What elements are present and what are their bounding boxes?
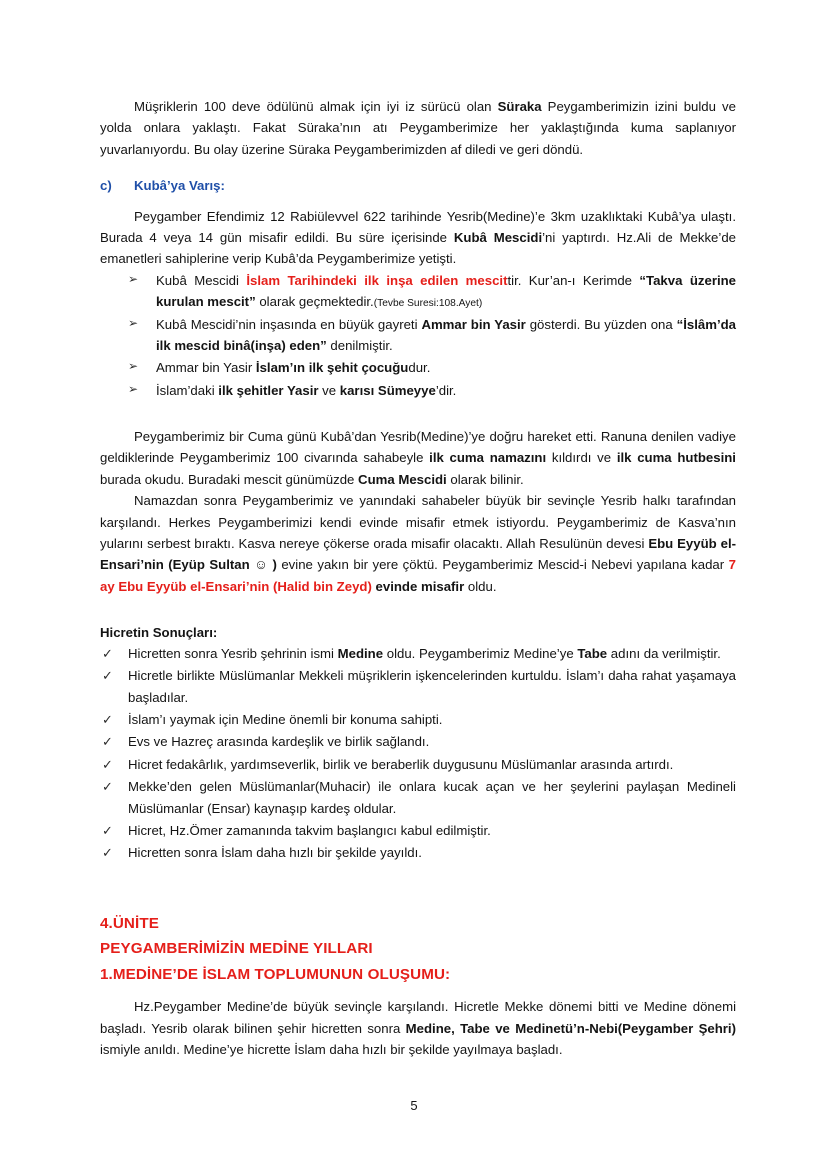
checkmark-icon: ✓ xyxy=(102,822,113,838)
li-text-3: adını da verilmiştir. xyxy=(607,645,721,661)
list-item-text: Hicret fedakârlık, yardımseverlik, birlik ve beraberlik duygusunu Müslümanlar arasında artırdı. xyxy=(128,756,674,772)
checkmark-icon: ✓ xyxy=(102,712,113,727)
list-item xyxy=(100,842,736,863)
paragraph-suraka xyxy=(100,96,736,160)
li-text-2: tir. Kur’an-ı Kerimde xyxy=(507,272,640,288)
list-item xyxy=(100,314,736,357)
smiley-face-icon: ☺ xyxy=(254,557,268,573)
li-text-2: gösterdi. Bu yüzden ona xyxy=(525,316,677,332)
li-text-1: Hicretten sonra Yesrib şehrinin ismi xyxy=(128,645,338,661)
check-bullet-list xyxy=(100,643,736,864)
li-bold-quote: “Takva üzerine kurulan mescit” xyxy=(156,272,737,309)
list-item-text: Hicretle birlikte Müslümanlar Mekkeli müşriklerin işkencelerinden kurtuldu. İslam’ı daha rahat yaşamaya başladılar. xyxy=(128,668,736,705)
list-item xyxy=(100,380,736,401)
li-text-3: ’dir. xyxy=(435,382,457,398)
list-item xyxy=(100,776,736,819)
li-bold-phrase-2: karısı Sümeyye xyxy=(339,382,436,398)
li-text-1: Ammar bin Yasir xyxy=(156,360,256,376)
paragraph-suraka-text-1: Müşriklerin 100 deve ödülünü almak için iyi iz sürücü olan xyxy=(134,99,498,114)
spacer xyxy=(100,160,736,175)
spacer xyxy=(100,598,736,622)
paragraph-namaz-text-3: oldu. xyxy=(464,579,497,595)
heading-section-title: 1.MEDİNE’DE İSLAM TOPLUMUNUN OLUŞUMU: xyxy=(100,965,451,983)
paragraph-medine-society xyxy=(100,996,736,1060)
paragraph-namaz xyxy=(100,490,736,597)
paragraph-medine-text-2: ismiyle anıldı. Medine’ye hicrette İslam daha hızlı bir şekilde yayılmaya başladı. xyxy=(100,1041,563,1057)
list-item xyxy=(100,820,736,841)
paragraph-cuma-bold-2: ilk cuma hutbesini xyxy=(616,450,736,466)
heading-unit-title: PEYGAMBERİMİZİN MEDİNE YILLARI xyxy=(100,940,373,958)
paragraph-namaz-bold-text: Ebu Eyyüb el-Ensari’nin (Eyüp Sultan xyxy=(100,535,737,573)
paragraph-namaz-bold-close: ) xyxy=(267,557,277,573)
document-body xyxy=(100,96,736,1060)
paragraph-cuma-text-1: Peygamberimiz bir Cuma günü Kubâ’dan Yesrib(Medine)’ye doğru hareket etti. Ranuna denilen vadiye geldiklerinde Peygamberimiz 100 civarında sahabeyle xyxy=(100,429,736,466)
paragraph-cuma-text-3: burada okudu. Buradaki mescit günümüzde xyxy=(100,471,359,487)
paragraph-kuba-text-1: Peygamber Efendimiz 12 Rabiülevvel 622 tarihinde Yesrib(Medine)’e 3km uzaklıktaki Kubâ’ya ulaştı. Burada 4 veya 14 gün misafir edildi. Bu süre içerisinde xyxy=(100,208,736,245)
paragraph-suraka-text-2: Peygamberimizin izini buldu ve yolda onlara yaklaştı. Fakat Süraka’nın atı Peygamberimize her yaklaştığında kuma saplanıyor yuvarlanıyordu. Bu olay üzerine Süraka Peygamberimizden af diledi ve geri döndü. xyxy=(100,99,736,157)
paragraph-suraka-bold-suraka: Süraka xyxy=(497,99,542,114)
checkmark-icon: ✓ xyxy=(102,845,113,861)
paragraph-cuma-text-2: kıldırdı ve xyxy=(546,450,617,466)
list-item-text xyxy=(156,270,736,313)
paragraph-cuma-text-4: olarak bilinir. xyxy=(446,471,524,487)
heading-kuba-arrival xyxy=(100,175,736,196)
list-item-text xyxy=(156,357,736,378)
list-item xyxy=(100,643,736,664)
list-item xyxy=(100,665,736,708)
paragraph-namaz-red-highlight: 7 ay Ebu Eyyüb el-Ensari’nin (Halid bin Zeyd) xyxy=(100,557,736,595)
li-text-3: olarak geçmektedir. xyxy=(255,294,374,309)
list-item xyxy=(100,270,736,313)
paragraph-cuma-bold-1: ilk cuma namazını xyxy=(429,450,547,466)
li-text-2: oldu. Peygamberimiz Medine’ye xyxy=(383,645,578,661)
checkmark-icon: ✓ xyxy=(102,668,113,684)
paragraph-namaz-bold-2: evinde misafir xyxy=(371,579,465,595)
paragraph-kuba-text-2: ’ni yaptırdı. Hz.Ali de Mekke’de emanetleri sahiplerine verip Kubâ’da Peygamberimize yetişti. xyxy=(100,229,736,267)
paragraph-namaz-text-1: Namazdan sonra Peygamberimiz ve yanındaki sahabeler büyük bir sevinçle Yesrib halkı tarafından karşılandı. Herkes Peygamberimizi kendi evinde misafir etmek istiyordu. Peygamberimiz de Kasva’nın yularını serbest bıraktı. Kasva nereye çökerse orada misafir olacaktı. Allah Resulünün devesi xyxy=(100,493,736,551)
paragraph-cuma xyxy=(100,426,736,490)
list-item xyxy=(100,709,736,730)
spacer xyxy=(100,987,736,996)
li-bold-phrase: İslam’ın ilk şehit çocuğu xyxy=(255,360,409,376)
li-text-1: Kubâ Mescidi’nin inşasında en büyük gayreti xyxy=(156,316,422,332)
li-citation: (Tevbe Suresi:108.Ayet) xyxy=(373,298,483,309)
arrow-bullet-icon: ➢ xyxy=(128,271,139,286)
spacer xyxy=(100,402,736,426)
spacer xyxy=(100,197,736,206)
paragraph-medine-text-1: Hz.Peygamber Medine’de büyük sevinçle karşılandı. Hicretle Mekke dönemi bitti ve Medine dönemi başladı. Yesrib olarak bilinen şehir hicretten sonra xyxy=(100,999,736,1036)
paragraph-kuba-bold-mescidi: Kubâ Mescidi xyxy=(453,229,543,245)
checkmark-icon: ✓ xyxy=(102,645,113,661)
li-bold-2: Tabe xyxy=(577,645,608,661)
checkmark-icon: ✓ xyxy=(102,734,113,750)
li-bold-quote: “İslâm’da ilk mescid binâ(inşa) eden” xyxy=(156,316,737,353)
paragraph-kuba-arrival xyxy=(100,206,736,270)
li-text-3: denilmiştir. xyxy=(326,337,393,353)
list-item-text: İslam’ı yaymak için Medine önemli bir konuma sahipti. xyxy=(128,712,443,727)
page-number: 5 xyxy=(410,1098,418,1113)
paragraph-cuma-bold-3: Cuma Mescidi xyxy=(358,471,447,487)
arrow-bullet-icon: ➢ xyxy=(128,359,139,374)
heading-unit-number: 4.ÜNİTE xyxy=(100,914,159,932)
heading-kuba-arrival-marker: c) xyxy=(100,178,112,194)
list-item xyxy=(100,731,736,752)
arrow-bullet-list xyxy=(100,270,736,401)
list-item xyxy=(100,754,736,775)
list-item-text: Evs ve Hazreç arasında kardeşlik ve birlik sağlandı. xyxy=(128,734,430,750)
spacer xyxy=(100,865,736,911)
checkmark-icon: ✓ xyxy=(102,779,113,795)
li-text-2: ve xyxy=(318,382,340,398)
li-text-2: dur. xyxy=(408,360,431,376)
li-bold-1: Medine xyxy=(337,645,384,661)
arrow-bullet-icon: ➢ xyxy=(128,381,139,396)
paragraph-medine-bold-1: Medine, Tabe ve Medinetü’n-Nebi(Peygamber Şehri) xyxy=(405,1020,736,1036)
li-red-highlight: İslam Tarihindeki ilk inşa edilen mescit xyxy=(246,272,508,288)
li-text-1: Kubâ Mescidi xyxy=(156,272,247,288)
list-item-text: Hicretten sonra İslam daha hızlı bir şekilde yayıldı. xyxy=(128,845,422,861)
li-bold-phrase-1: ilk şehitler Yasir xyxy=(218,382,319,398)
li-bold-name: Ammar bin Yasir xyxy=(421,316,526,332)
list-item-text xyxy=(156,380,736,401)
paragraph-namaz-text-2: evine yakın bir yere çöktü. Peygamberimiz Mescid-i Nebevi yapılana kadar xyxy=(276,557,729,573)
li-text-1: İslam’daki xyxy=(156,382,219,398)
arrow-bullet-icon: ➢ xyxy=(128,315,139,330)
checkmark-icon: ✓ xyxy=(102,756,113,772)
list-item-text xyxy=(156,314,736,357)
list-item xyxy=(100,357,736,378)
heading-hicretin-sonuclari: Hicretin Sonuçları: xyxy=(100,624,218,640)
list-item-text xyxy=(128,643,736,664)
heading-kuba-arrival-label: Kubâ’ya Varış: xyxy=(134,178,225,194)
list-item-text: Hicret, Hz.Ömer zamanında takvim başlangıcı kabul edilmiştir. xyxy=(128,822,491,838)
list-item-text: Mekke’den gelen Müslümanlar(Muhacir) ile onlara kucak açan ve her şeylerini paylaşan Medineli Müslümanlar (Ensar) kaynaşıp kardeş oldular. xyxy=(128,779,736,816)
